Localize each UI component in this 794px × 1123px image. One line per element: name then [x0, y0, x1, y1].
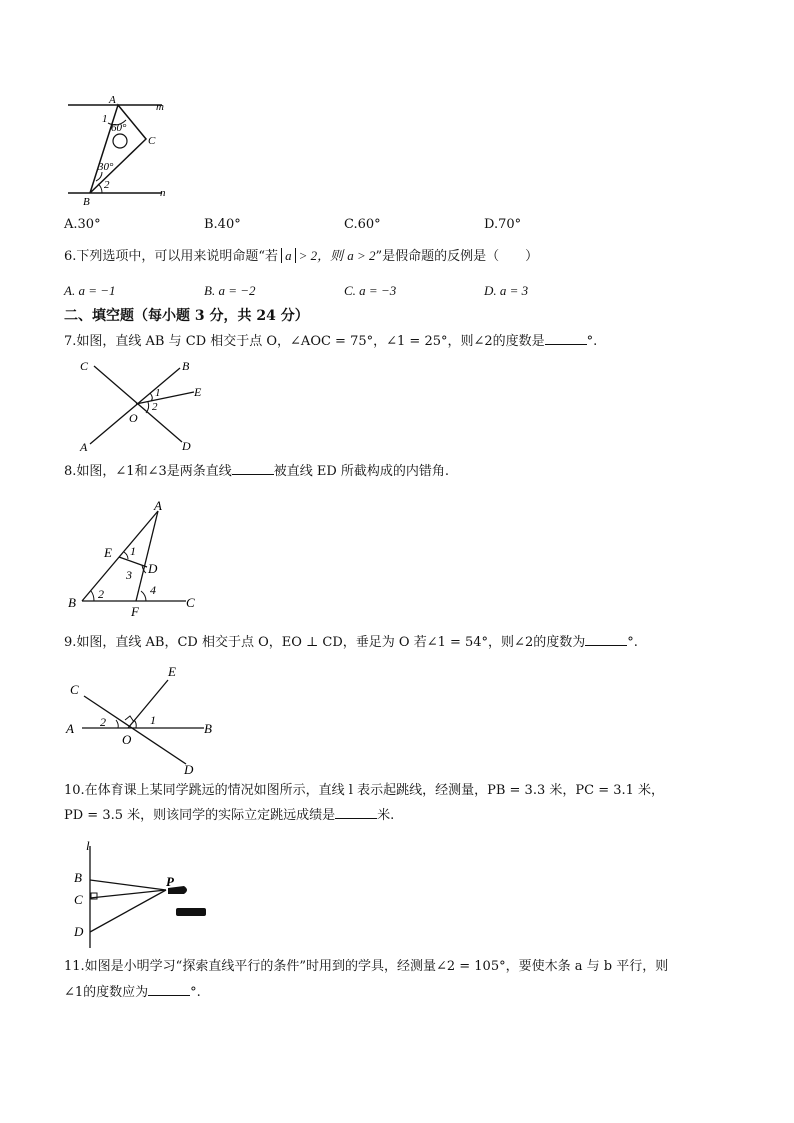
q10-answer-blank[interactable] — [335, 806, 377, 819]
q11-line2-prefix: ∠1的度数应为 — [64, 985, 149, 1000]
fig8-label-2: 2 — [98, 587, 104, 601]
fig5-label-n: n — [160, 187, 166, 199]
question-11-line-1: 11.如图是小明学习“探索直线平行的条件”时用到的学具，经测量∠2 = 105°，要使木条 a 与 b 平行，则 — [64, 959, 669, 974]
fig8-label-4: 4 — [150, 583, 156, 597]
fig9-label-C: C — [70, 682, 79, 697]
fig9-label-2: 2 — [100, 715, 106, 729]
q9-prefix: 9.如图，直线 AB，CD 相交于点 O，EO ⊥ CD，垂足为 O 若∠1 = 54°，则∠2的度数为 — [64, 635, 586, 650]
fig10-label-C: C — [74, 892, 83, 907]
fig9-label-D: D — [184, 762, 194, 777]
figure-q9 — [64, 660, 224, 778]
q7-prefix: 7.如图，直线 AB 与 CD 相交于点 O，∠AOC = 75°，∠1 = 25°，则∠2的度数是 — [64, 334, 545, 349]
q10-line2-prefix: PD = 3.5 米，则该同学的实际立定跳远成绩是 — [64, 808, 336, 823]
question-10-line-2 — [64, 806, 394, 825]
q5-option-d[interactable]: D.70° — [484, 217, 522, 232]
question-10-line-1: 10.在体育课上某同学跳远的情况如图所示，直线 l 表示起跳线，经测量，PB = 3.3 米，PC = 3.1 米， — [64, 783, 665, 798]
q11-answer-blank[interactable] — [148, 983, 190, 996]
q6-text-a: 6.下列选项中，可以用来说明命题“若 — [64, 249, 279, 264]
fig5-label-B: B — [83, 196, 90, 208]
q6-option-b[interactable]: B. a = −2 — [204, 283, 256, 298]
q7-answer-blank[interactable] — [545, 332, 587, 345]
fig5-label-1: 1 — [102, 113, 108, 125]
fig5-label-2: 2 — [104, 179, 110, 191]
fig10-label-B: B — [74, 870, 82, 885]
question-9 — [64, 633, 638, 652]
fig8-label-3: 3 — [126, 568, 132, 582]
fig5-label-60: 60° — [111, 122, 127, 134]
q5-option-a[interactable]: A.30° — [64, 217, 101, 232]
fig5-label-C: C — [148, 135, 156, 147]
fig8-label-E: E — [104, 545, 112, 560]
q9-suffix: °. — [627, 635, 638, 650]
fig9-label-A: A — [66, 721, 74, 736]
figure-q10 — [64, 836, 224, 952]
fig9-label-B: B — [204, 721, 212, 736]
question-8 — [64, 462, 449, 481]
q6-abs-a: a — [281, 248, 296, 263]
figure-q5 — [64, 92, 184, 208]
fig9-label-1: 1 — [150, 713, 156, 727]
fig7-label-C: C — [80, 359, 89, 373]
fig5-label-A: A — [109, 94, 116, 106]
fig10-label-l: l — [86, 838, 90, 853]
q5-options — [64, 217, 664, 235]
q6-options — [64, 283, 664, 301]
q6-a2: a > 2 — [347, 248, 376, 263]
figure-q8 — [64, 495, 214, 620]
fig7-label-1: 1 — [155, 387, 161, 399]
question-7 — [64, 332, 597, 351]
section-2-heading: 二、填空题（每小题 3 分，共 24 分） — [64, 308, 309, 324]
q8-prefix: 8.如图，∠1和∠3是两条直线 — [64, 464, 232, 479]
question-6 — [64, 247, 538, 266]
q10-line2-suffix: 米. — [377, 808, 395, 823]
fig10-label-P: P — [166, 874, 174, 889]
q7-suffix: °. — [586, 334, 598, 349]
fig7-label-E: E — [194, 385, 202, 399]
q6-text-c: ”是假命题的反例是（ ） — [375, 249, 539, 264]
fig8-label-C: C — [186, 595, 195, 610]
figure-q7 — [70, 356, 210, 454]
q5-option-c[interactable]: C.60° — [344, 217, 381, 232]
fig7-label-O: O — [129, 411, 138, 425]
question-11-line-2 — [64, 983, 201, 1002]
fig8-label-A: A — [154, 498, 162, 513]
fig7-label-2: 2 — [152, 401, 158, 413]
q8-suffix: 被直线 ED 所截构成的内错角. — [273, 464, 450, 479]
fig10-label-D: D — [74, 924, 84, 939]
q5-option-b[interactable]: B.40° — [204, 217, 241, 232]
q6-option-a[interactable]: A. a = −1 — [64, 283, 116, 298]
q6-option-d[interactable]: D. a = 3 — [484, 283, 529, 298]
fig9-label-E: E — [168, 664, 176, 679]
fig8-label-F: F — [131, 604, 139, 619]
q11-line2-suffix: °. — [190, 985, 201, 1000]
fig7-label-D: D — [182, 439, 191, 453]
fig8-label-B: B — [68, 595, 76, 610]
q9-answer-blank[interactable] — [585, 633, 627, 646]
q8-answer-blank[interactable] — [232, 462, 274, 475]
fig5-label-m: m — [156, 101, 164, 113]
q6-option-c[interactable]: C. a = −3 — [344, 283, 397, 298]
fig8-label-1: 1 — [130, 544, 136, 558]
fig9-label-O: O — [122, 732, 132, 747]
fig8-label-D: D — [148, 561, 158, 576]
fig5-label-30: 30° — [98, 161, 114, 173]
fig7-label-B: B — [182, 359, 190, 373]
fig7-label-A: A — [80, 440, 88, 454]
q6-text-b: > 2，则 — [298, 248, 344, 263]
